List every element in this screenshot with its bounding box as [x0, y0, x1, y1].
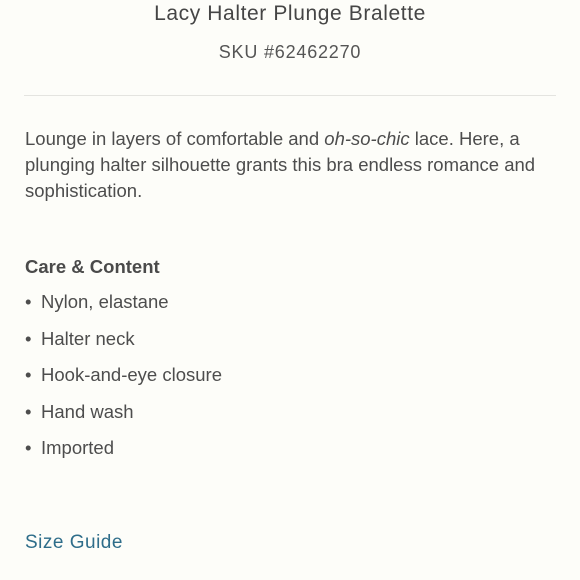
- description-emphasis: oh-so-chic: [324, 128, 410, 149]
- bullet-icon: •: [25, 400, 32, 422]
- product-sku: SKU #62462270: [218, 42, 362, 62]
- description-text-continued: lace. Here, a plunging halter silhouette grants this bra endless romance and sophistication.: [25, 128, 536, 201]
- list-item: [25, 436, 222, 473]
- divider: [24, 95, 556, 96]
- care-content-heading: Care & Content: [25, 256, 160, 277]
- size-guide-link[interactable]: Size Guide: [25, 532, 123, 553]
- list-item-text: Imported: [41, 437, 115, 459]
- product-description: [25, 126, 565, 204]
- list-item: [25, 400, 222, 437]
- bullet-icon: •: [25, 291, 32, 312]
- list-item-text: Hand wash: [41, 400, 134, 422]
- list-item-text: Nylon, elastane: [41, 291, 169, 312]
- list-item-text: Halter neck: [41, 327, 135, 349]
- list-item: [25, 290, 222, 327]
- care-content-list: [25, 290, 222, 473]
- bullet-icon: •: [25, 437, 32, 459]
- list-item: [25, 363, 222, 400]
- product-title: Lacy Halter Plunge Bralette: [154, 2, 426, 25]
- bullet-icon: •: [25, 364, 32, 386]
- list-item: [25, 327, 222, 364]
- list-item-text: Hook-and-eye closure: [41, 364, 222, 386]
- description-text: Lounge in layers of comfortable and: [25, 128, 325, 149]
- bullet-icon: •: [25, 327, 32, 349]
